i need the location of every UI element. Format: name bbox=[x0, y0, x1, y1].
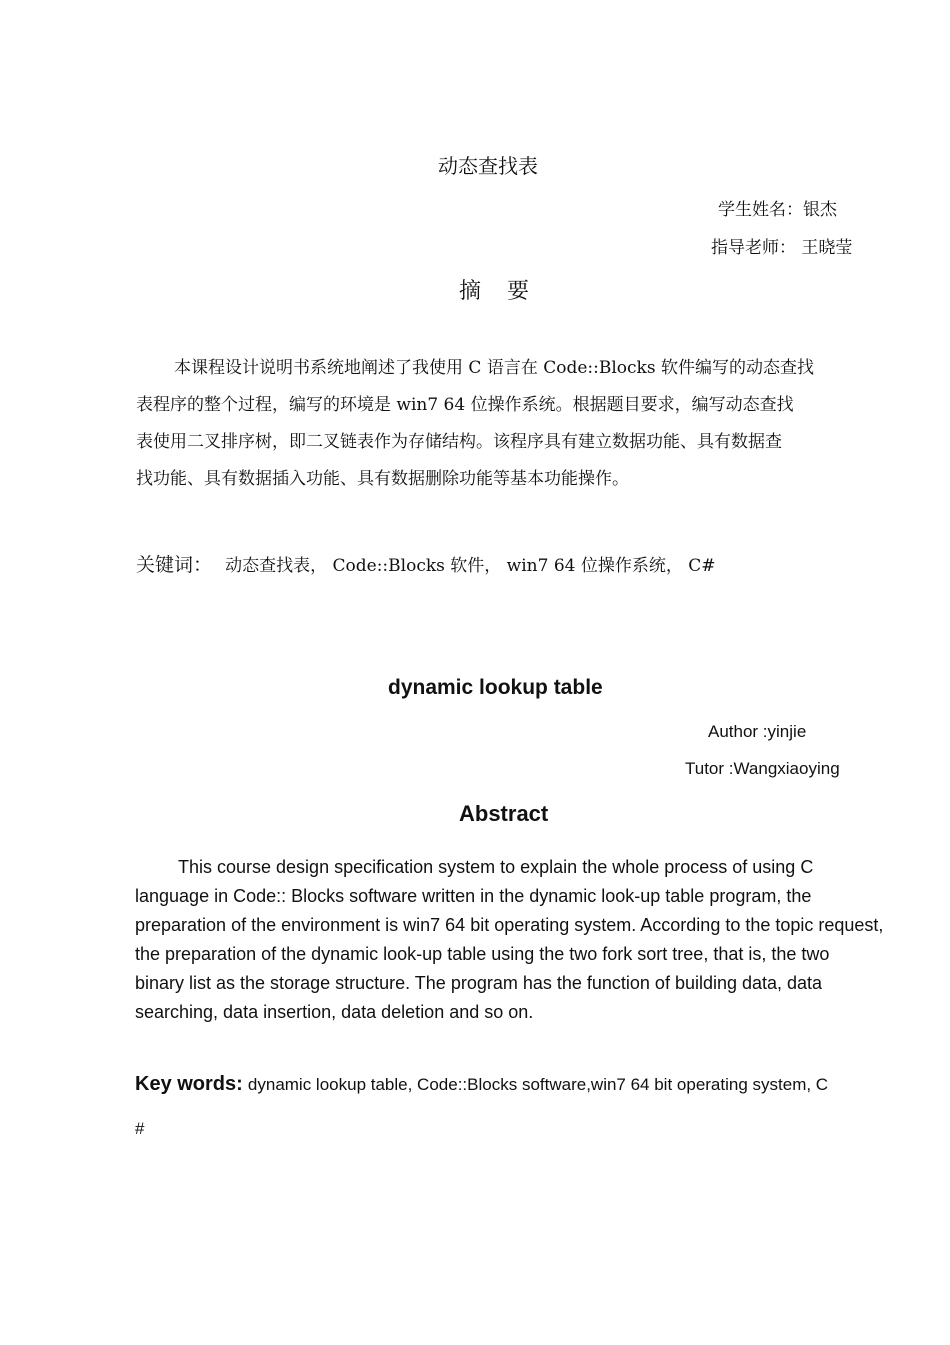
en-title: dynamic lookup table bbox=[388, 676, 603, 699]
cn-abstract-line: 表使用二叉排序树，即二叉链表作为存储结构。该程序具有建立数据功能、具有数据查 bbox=[136, 432, 782, 452]
cn-abstract-line: 表程序的整个过程，编写的环境是 win7 64 位操作系统。根据题目要求，编写动态查找 bbox=[136, 395, 794, 415]
cn-student-name: 学生姓名：银杰 bbox=[718, 200, 837, 220]
en-keywords-continuation: # bbox=[135, 1119, 145, 1138]
en-abstract-line: the preparation of the dynamic look-up table using the two fork sort tree, that is, the two bbox=[135, 944, 830, 964]
cn-abstract-body bbox=[136, 350, 856, 498]
en-author: Author :yinjie bbox=[708, 722, 807, 741]
en-abstract-line: language in Code:: Blocks software written in the dynamic look-up table program, the bbox=[135, 886, 812, 906]
en-abstract-line: binary list as the storage structure. The program has the function of building data, data bbox=[135, 973, 823, 993]
cn-keywords bbox=[136, 550, 716, 577]
en-tutor: Tutor :Wangxiaoying bbox=[685, 759, 840, 778]
cn-abstract-line: 本课程设计说明书系统地阐述了我使用 C 语言在 Code::Blocks 软件编写的动态查找 bbox=[174, 358, 814, 378]
en-keywords bbox=[135, 1073, 828, 1096]
cn-title: 动态查找表 bbox=[438, 154, 538, 178]
cn-abstract-heading: 摘要 bbox=[459, 279, 556, 304]
cn-tutor-name: 指导老师： 王晓莹 bbox=[711, 238, 853, 258]
cn-abstract-line: 找功能、具有数据插入功能、具有数据删除功能等基本功能操作。 bbox=[136, 469, 629, 489]
cn-keywords-label: 关键词： bbox=[136, 554, 213, 576]
cn-keywords-value: 动态查找表， Code::Blocks 软件， win7 64 位操作系统， C# bbox=[225, 556, 716, 576]
en-keywords-label: Key words: bbox=[135, 1073, 243, 1095]
en-abstract-line: preparation of the environment is win7 64 bit operating system. According to the topic request, bbox=[135, 915, 884, 935]
en-abstract-body bbox=[135, 853, 883, 1027]
en-abstract-line: This course design specification system to explain the whole process of using C bbox=[178, 857, 814, 877]
en-abstract-line: searching, data insertion, data deletion and so on. bbox=[135, 1002, 534, 1022]
en-abstract-heading: Abstract bbox=[459, 801, 549, 826]
en-keywords-value: dynamic lookup table, Code::Blocks software,win7 64 bit operating system, C bbox=[247, 1075, 829, 1094]
